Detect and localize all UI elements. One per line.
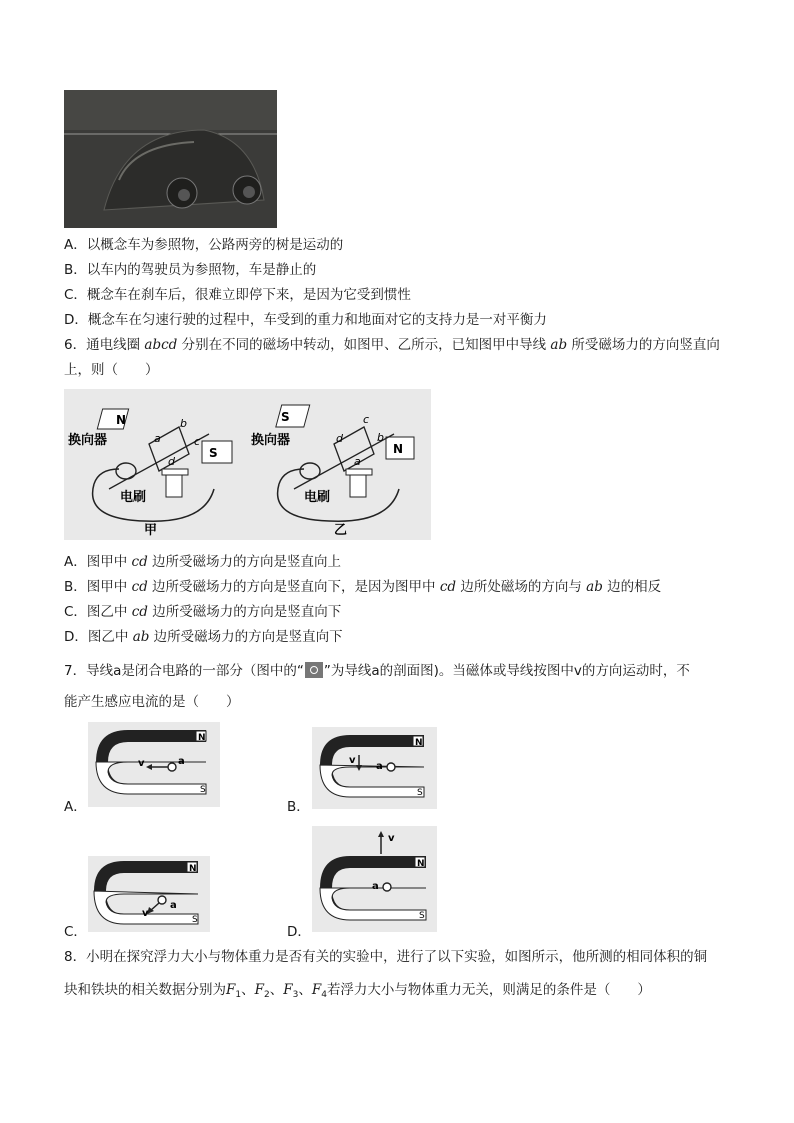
- q5-option-a: A．以概念车为参照物，公路两旁的树是运动的: [64, 237, 344, 253]
- pole-n-c: N: [189, 864, 197, 874]
- label-d-yi: d: [336, 432, 343, 445]
- q7-figure-c: [88, 856, 210, 932]
- q7-label-b: B．: [287, 799, 310, 815]
- q6-stem-line1: 6．通电线圈 abcd 分别在不同的磁场中转动，如图甲、乙所示，已知图甲中导线 ab 所受磁场力的方向竖直向: [64, 337, 720, 353]
- q5-option-c: C．概念车在刹车后，很难立即停下来，是因为它受到惯性: [64, 287, 411, 303]
- label-a-jia: a: [154, 432, 161, 445]
- label-c-yi: c: [363, 413, 370, 426]
- caption-jia: 甲: [144, 523, 158, 538]
- q5-option-d: D．概念车在匀速行驶的过程中，车受到的重力和地面对它的支持力是一对平衡力: [64, 312, 547, 328]
- q6-option-d: D．图乙中 ab 边所受磁场力的方向是竖直向下: [64, 629, 343, 645]
- pole-n-b: N: [415, 738, 423, 748]
- label-c-jia: c: [194, 435, 201, 448]
- wire-a-label-b: a: [376, 761, 383, 772]
- commutator-label-yi: 换向器: [251, 433, 291, 448]
- concept-car-illustration: [64, 90, 277, 228]
- q7-stem-line2: 能产生感应电流的是（ ）: [64, 694, 240, 710]
- wire-a-label-a: a: [178, 756, 185, 767]
- velocity-v-d: v: [388, 833, 395, 844]
- q5-option-b: B．以车内的驾驶员为参照物，车是静止的: [64, 262, 317, 278]
- commutator-label-jia: 换向器: [68, 433, 108, 448]
- label-b-jia: b: [180, 417, 187, 430]
- pole-n-a: N: [198, 733, 206, 743]
- wire-section-icon: [305, 662, 323, 678]
- q7-label-a: A．: [64, 799, 87, 815]
- q8-stem-line1: 8．小明在探究浮力大小与物体重力是否有关的实验中，进行了以下实验，如图所示，他所测的相同体积的铜: [64, 949, 708, 965]
- label-b-yi: b: [377, 431, 384, 444]
- velocity-v-b: v: [349, 755, 356, 766]
- pole-s-a: S: [200, 785, 206, 795]
- figure-jia: [68, 409, 232, 538]
- magnet-n-jia: N: [116, 413, 127, 427]
- wire-a-circle-c: [158, 896, 166, 904]
- velocity-v-a: v: [138, 758, 145, 769]
- label-a-yi: a: [354, 455, 361, 468]
- q6-option-c: C．图乙中 cd 边所受磁场力的方向是竖直向下: [64, 604, 342, 620]
- concept-car-photo: [64, 90, 277, 228]
- caption-yi: 乙: [334, 523, 348, 538]
- q6-stem-line2: 上，则（ ）: [64, 362, 159, 378]
- wire-a-label-d: a: [372, 881, 379, 892]
- brush-label-jia: 电刷: [120, 490, 147, 505]
- magnet-n-yi: N: [393, 442, 404, 456]
- q6-option-b: B．图甲中 cd 边所受磁场力的方向是竖直向下，是因为图甲中 cd 边所处磁场的方向与 ab 边的相反: [64, 579, 662, 595]
- label-d-jia: d: [168, 455, 175, 468]
- pole-s-b: S: [417, 788, 423, 798]
- wire-a-label-c: a: [170, 900, 177, 911]
- q6-option-a: A．图甲中 cd 边所受磁场力的方向是竖直向上: [64, 554, 342, 570]
- q7-stem-line1: 7．导线a是闭合电路的一部分（图中的“ ”为导线a的剖面图)。当磁体或导线按图中v的方向运动时，不: [64, 663, 690, 679]
- q7-figure-a: [88, 722, 220, 807]
- magnet-s-jia: S: [209, 446, 218, 460]
- q7-label-d: D．: [287, 924, 311, 940]
- motor-coil-figure: [64, 389, 431, 540]
- velocity-v-c: v: [142, 908, 149, 919]
- wire-a-circle-d: [383, 883, 391, 891]
- wire-a-circle-a: [168, 763, 176, 771]
- brush-label-yi: 电刷: [304, 490, 331, 505]
- magnet-s-yi: S: [281, 410, 290, 424]
- wire-a-circle-b: [387, 763, 395, 771]
- q7-figure-b: [312, 727, 437, 809]
- pole-s-d: S: [419, 911, 425, 921]
- q7-label-c: C．: [64, 924, 87, 940]
- q7-figure-d: [312, 826, 437, 932]
- pole-s-c: S: [192, 915, 198, 925]
- figure-yi: [251, 405, 414, 538]
- q8-stem-line2: 块和铁块的相关数据分别为$F_1$、$F_2$、$F_3$、$F_4$若浮力大小与物体重力无关，则满足的条件是（ ）: [64, 982, 651, 1000]
- pole-n-d: N: [417, 859, 425, 869]
